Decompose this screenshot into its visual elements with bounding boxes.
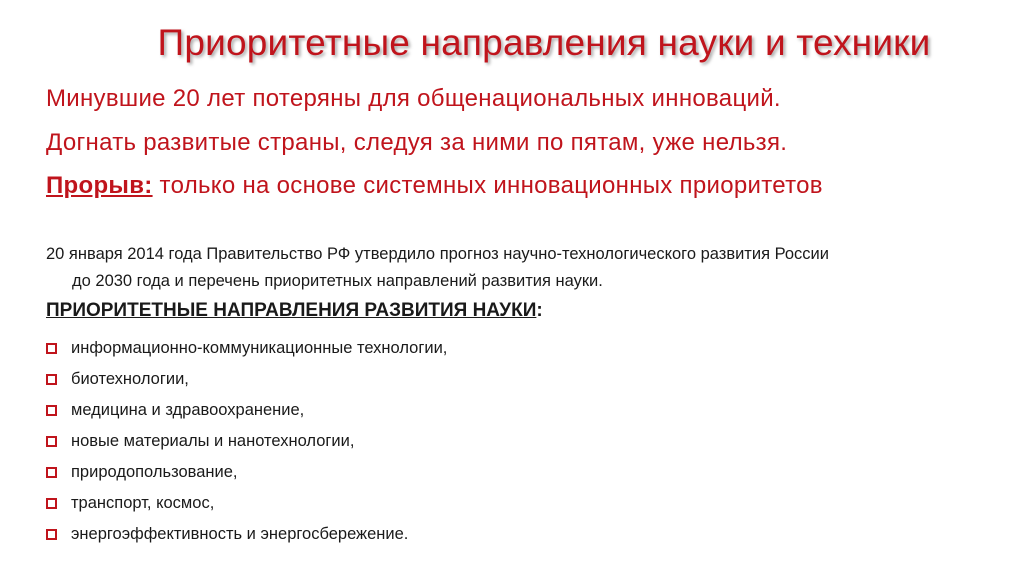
hollow-square-bullet-icon: [46, 467, 57, 478]
hollow-square-bullet-icon: [46, 343, 57, 354]
intro-line-3: [46, 172, 823, 200]
intro-line-1: Минувшие 20 лет потеряны для общенациональных инноваций.: [46, 85, 781, 112]
paragraph-line-2: до 2030 года и перечень приоритетных направлений развития науки.: [72, 272, 603, 290]
priorities-heading: [46, 300, 543, 322]
hollow-square-bullet-icon: [46, 529, 57, 540]
hollow-square-bullet-icon: [46, 498, 57, 509]
slide-title: [0, 22, 1024, 64]
list-item-label: природопользование,: [71, 463, 238, 481]
list-item: [46, 488, 447, 519]
paragraph-line-1: 20 января 2014 года Правительство РФ утвердило прогноз научно-технологического развития России: [46, 245, 829, 263]
list-item-label: новые материалы и нанотехнологии,: [71, 432, 355, 450]
list-item-label: информационно-коммуникационные технологии,: [71, 339, 448, 357]
priorities-list: [46, 333, 447, 550]
government-paragraph: [46, 241, 1006, 295]
slide-title-text: Приоритетные направления науки и техники: [157, 22, 931, 63]
list-item-label: биотехнологии,: [71, 370, 189, 388]
hollow-square-bullet-icon: [46, 405, 57, 416]
list-item-label: медицина и здравоохранение,: [71, 401, 305, 419]
hollow-square-bullet-icon: [46, 374, 57, 385]
intro-line-2: Догнать развитые страны, следуя за ними по пятам, уже нельзя.: [46, 129, 788, 156]
list-item: [46, 395, 447, 426]
list-item: [46, 333, 447, 364]
hollow-square-bullet-icon: [46, 436, 57, 447]
list-item: [46, 457, 447, 488]
list-item: [46, 426, 447, 457]
list-item-label: энергоэффективность и энергосбережение.: [71, 525, 409, 543]
list-item: [46, 519, 447, 550]
breakthrough-label: Прорыв:: [46, 172, 153, 199]
list-item: [46, 364, 447, 395]
list-item-label: транспорт, космос,: [71, 494, 215, 512]
priorities-heading-text: ПРИОРИТЕТНЫЕ НАПРАВЛЕНИЯ РАЗВИТИЯ НАУКИ: [46, 300, 537, 321]
breakthrough-text: только на основе системных инновационных приоритетов: [152, 172, 823, 199]
priorities-heading-colon: :: [536, 300, 543, 321]
